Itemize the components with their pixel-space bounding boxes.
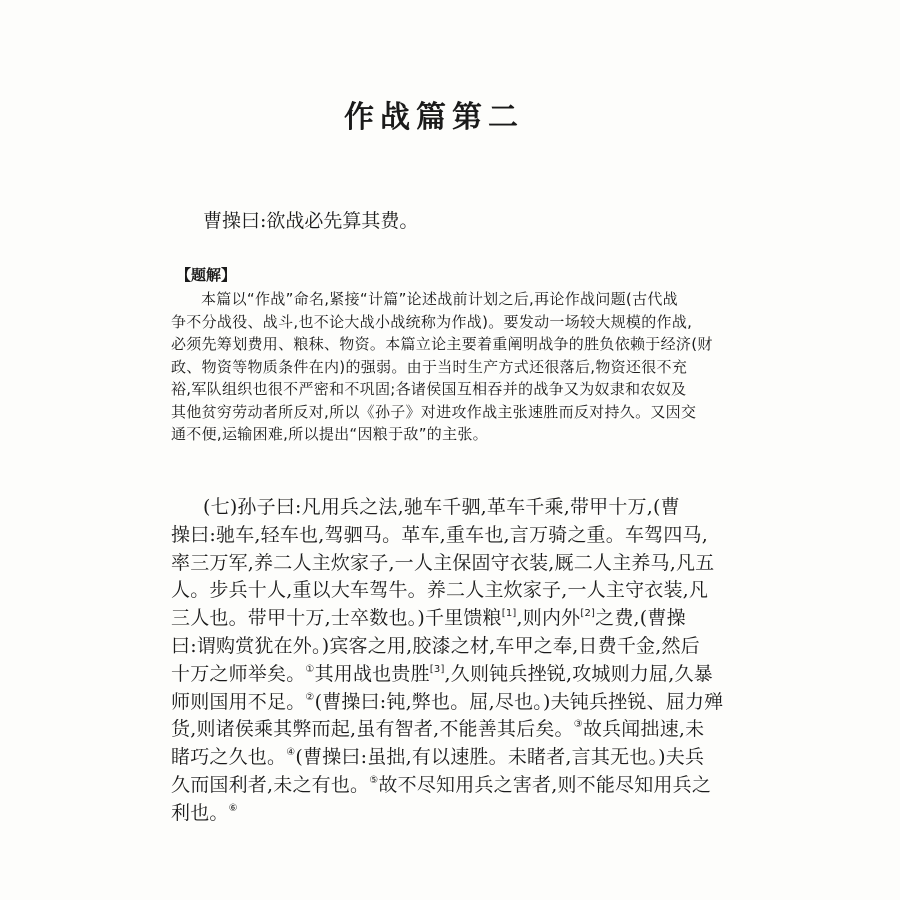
text-line [171,800,731,828]
text-run: (七)孙子曰:凡用兵之法,驰车千驷,革车千乘,带甲十万,(曹 [203,496,680,518]
text-run: 率三万军,养二人主炊家子,一人主保固守衣装,厩二人主养马,凡五 [171,551,715,574]
text-line [171,689,731,717]
text-line [171,772,731,800]
text-run: 之费,(曹操 [595,607,686,630]
text-run: 货,则诸侯乘其弊而起,虽有智者,不能善其后矣。 [171,718,574,741]
text-run: 睹巧之久也。 [171,746,287,769]
text-line [171,744,731,772]
note-marker: ② [305,691,315,703]
explanation-line: 其他贫穷劳动者所反对,所以《孙子》对进攻作战主张速胜而反对持久。又因交 [171,402,697,421]
footnote-ref: [1] [501,608,517,620]
footnote-ref: [2] [580,608,596,620]
footnote-ref: [3] [429,663,445,675]
text-line [171,661,731,689]
text-line [171,577,731,605]
text-run: 操曰:驰车,轻车也,驾驷马。革车,重车也,言万骑之重。车驾四马, [171,523,709,546]
note-marker: ① [305,663,315,675]
explanation-heading: 【题解】 [176,266,237,284]
text-line [171,716,731,744]
text-line [171,633,731,661]
text-line [171,494,731,522]
epigraph: 曹操曰:欲战必先算其费。 [203,210,419,232]
explanation-line: 本篇以“作战”命名,紧接“计篇”论述战前计划之后,再论作战问题(古代战 [201,290,678,308]
note-marker: ③ [573,719,583,731]
note-marker: ④ [286,747,296,759]
text-run: (曹操曰:钝,弊也。屈,尽也。)夫钝兵挫锐、屈力殚 [314,690,724,713]
chapter-title: 作战篇第二 [344,100,524,135]
text-line [171,550,731,578]
text-run: 三人也。带甲十万,士卒数也。)千里馈粮 [171,607,502,630]
explanation-section [171,262,733,446]
text-run: ,则内外 [516,607,581,630]
explanation-line: 政、物资等物质条件在内)的强弱。由于当时生产方式还很落后,物资还很不充 [171,357,688,376]
note-marker: ⑤ [369,774,379,786]
text-run: 曰:谓购赏犹在外。)宾客之用,胶漆之材,车甲之奉,日费千金,然后 [171,634,700,657]
text-run: 久而国利者,未之有也。 [171,773,370,796]
text-run: 人。步兵十人,重以大车驾牛。养二人主炊家子,一人主守衣装,凡 [171,579,709,602]
text-run: 故不尽知用兵之害者,则不能尽知用兵之 [378,773,712,796]
text-line [171,605,731,633]
text-line [171,522,731,550]
main-text [171,494,731,828]
text-run: 其用战也贵胜 [314,662,430,685]
explanation-line: 通不便,运输困难,所以提出“因粮于敌”的主张。 [171,425,488,443]
explanation-line: 必须先筹划费用、粮秣、物资。本篇立论主要着重阐明战争的胜负依赖于经济(财 [171,335,713,353]
text-run: 十万之师举矣。 [171,662,306,685]
explanation-line: 裕,军队组织也很不严密和不巩固;各诸侯国互相吞并的战争又为奴隶和农奴及 [171,380,687,398]
text-run: 师则国用不足。 [171,690,306,713]
text-run: 故兵闻拙速,未 [582,718,705,741]
text-run: 利也。 [171,801,229,824]
text-run: (曹操曰:虽拙,有以速胜。未睹者,言其无也。)夫兵 [295,746,705,769]
explanation-line: 争不分战役、战斗,也不论大战小战统称为作战)。要发动一场较大规模的作战, [171,312,693,331]
text-run: ,久则钝兵挫锐,攻城则力屈,久暴 [444,662,713,685]
note-marker: ⑥ [228,802,238,814]
